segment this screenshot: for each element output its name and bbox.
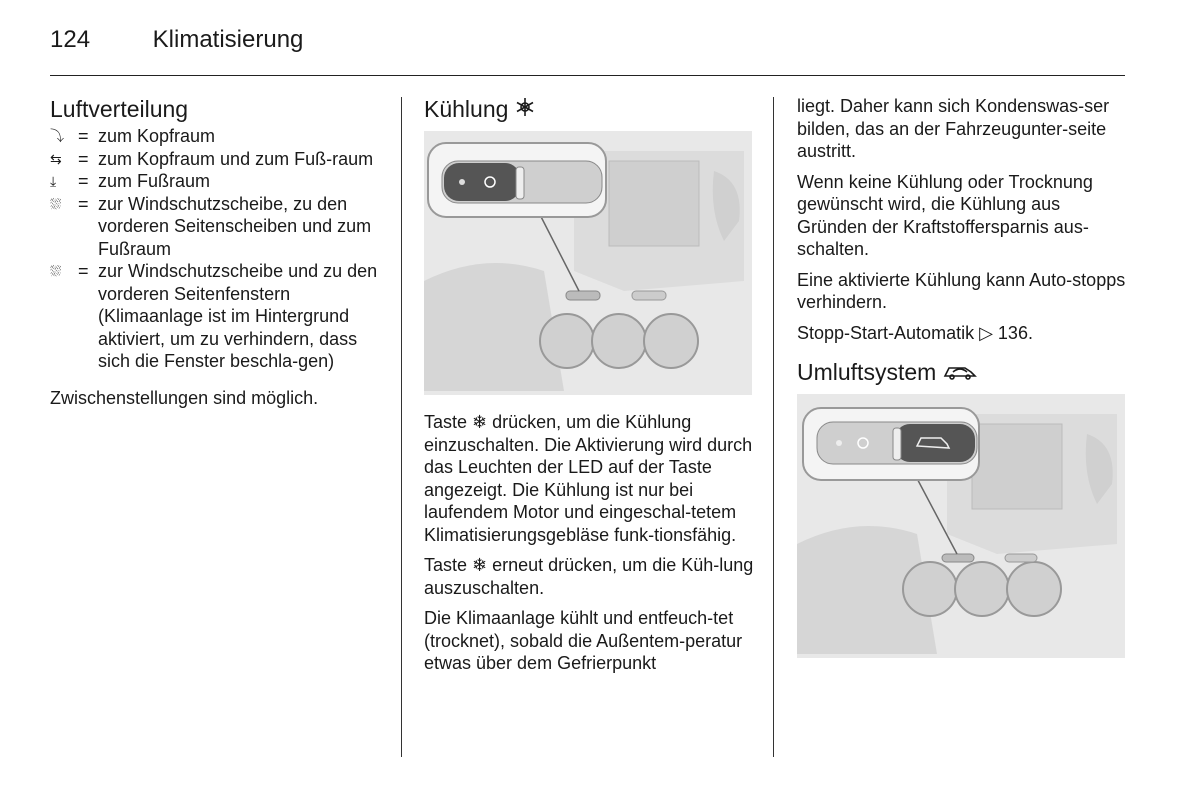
- air-mode-description: zur Windschutzscheibe und zu den vorderen Seitenfenstern (Klimaanlage ist im Hintergrund aktiviert, um zu verhindern, dass sich die Fenster beschla-gen): [98, 261, 378, 371]
- column-recirculation: [797, 95, 1127, 658]
- equals-sign: =: [78, 261, 89, 281]
- chapter-title: Klimatisierung: [152, 26, 304, 53]
- cooling-paragraph-2: Taste ❄ erneut drücken, um die Küh-lung auszuschalten.: [424, 555, 754, 598]
- air-mode-description: zum Kopfraum und zum Fuß-raum: [98, 148, 374, 169]
- air-mode-icon: ⤓: [50, 173, 57, 189]
- snowflake-icon: [515, 95, 535, 123]
- page-number: 124: [50, 26, 91, 53]
- air-distribution-item: [50, 170, 385, 193]
- section-heading-luftverteilung: Luftverteilung: [50, 96, 189, 122]
- column-divider-1: [401, 97, 402, 757]
- page-header: [50, 26, 303, 54]
- air-mode-icon: ⤵: [50, 128, 64, 144]
- header-rule: [50, 75, 1125, 76]
- condensation-paragraph: liegt. Daher kann sich Kondenswas-ser bilden, das an der Fahrzeugunter-seite austritt.: [797, 96, 1110, 161]
- cooling-paragraph-1: Taste ❄ drücken, um die Kühlung einzuschalten. Die Aktivierung wird durch das Leuchten der LED auf der Taste angezeigt. Die Kühlung ist nur bei laufendem Motor und eingeschal-tetem Klimatisierungsgebläse funk-tionsfähig.: [424, 412, 753, 545]
- air-mode-description: zur Windschutzscheibe, zu den vorderen Seitenscheiben und zum Fußraum: [98, 193, 372, 259]
- air-mode-icon: ⛆: [50, 195, 62, 212]
- column-cooling: [424, 95, 754, 683]
- section-heading-kuehlung: Kühlung: [424, 95, 754, 123]
- air-mode-icon: ⛆: [50, 263, 62, 279]
- ac-panel-illustration-recirculation: [797, 394, 1125, 658]
- column-air-distribution: [50, 95, 385, 417]
- air-distribution-item: [50, 125, 385, 148]
- column-divider-2: [773, 97, 774, 757]
- fuel-saving-paragraph: Wenn keine Kühlung oder Trocknung gewünscht wird, die Kühlung aus Gründen der Kraftstoffersparnis aus-schalten.: [797, 171, 1093, 259]
- ac-panel-illustration-cooling: [424, 131, 752, 395]
- section-heading-umluftsystem: Umluftsystem: [797, 358, 1127, 386]
- equals-sign: =: [78, 193, 89, 214]
- air-mode-icon: ⇆: [50, 150, 62, 167]
- autostop-paragraph: Eine aktivierte Kühlung kann Auto-stopps verhindern.: [797, 269, 1126, 312]
- stop-start-reference: Stopp-Start-Automatik ▷ 136.: [797, 322, 1033, 343]
- air-distribution-item: [50, 260, 385, 373]
- air-mode-description: zum Kopfraum: [98, 126, 216, 146]
- equals-sign: =: [78, 148, 89, 169]
- cooling-paragraph-3: Die Klimaanlage kühlt und entfeuch-tet (trocknet), sobald die Außentem-peratur etwas über dem Gefrierpunkt: [424, 608, 743, 673]
- recirculation-icon: [943, 358, 977, 386]
- air-distribution-list: [50, 125, 385, 373]
- air-distribution-item: [50, 148, 385, 171]
- intermediate-note: Zwischenstellungen sind möglich.: [50, 387, 319, 408]
- air-mode-description: zum Fußraum: [98, 171, 211, 191]
- equals-sign: =: [78, 171, 89, 191]
- equals-sign: =: [78, 126, 89, 146]
- air-distribution-item: [50, 193, 385, 261]
